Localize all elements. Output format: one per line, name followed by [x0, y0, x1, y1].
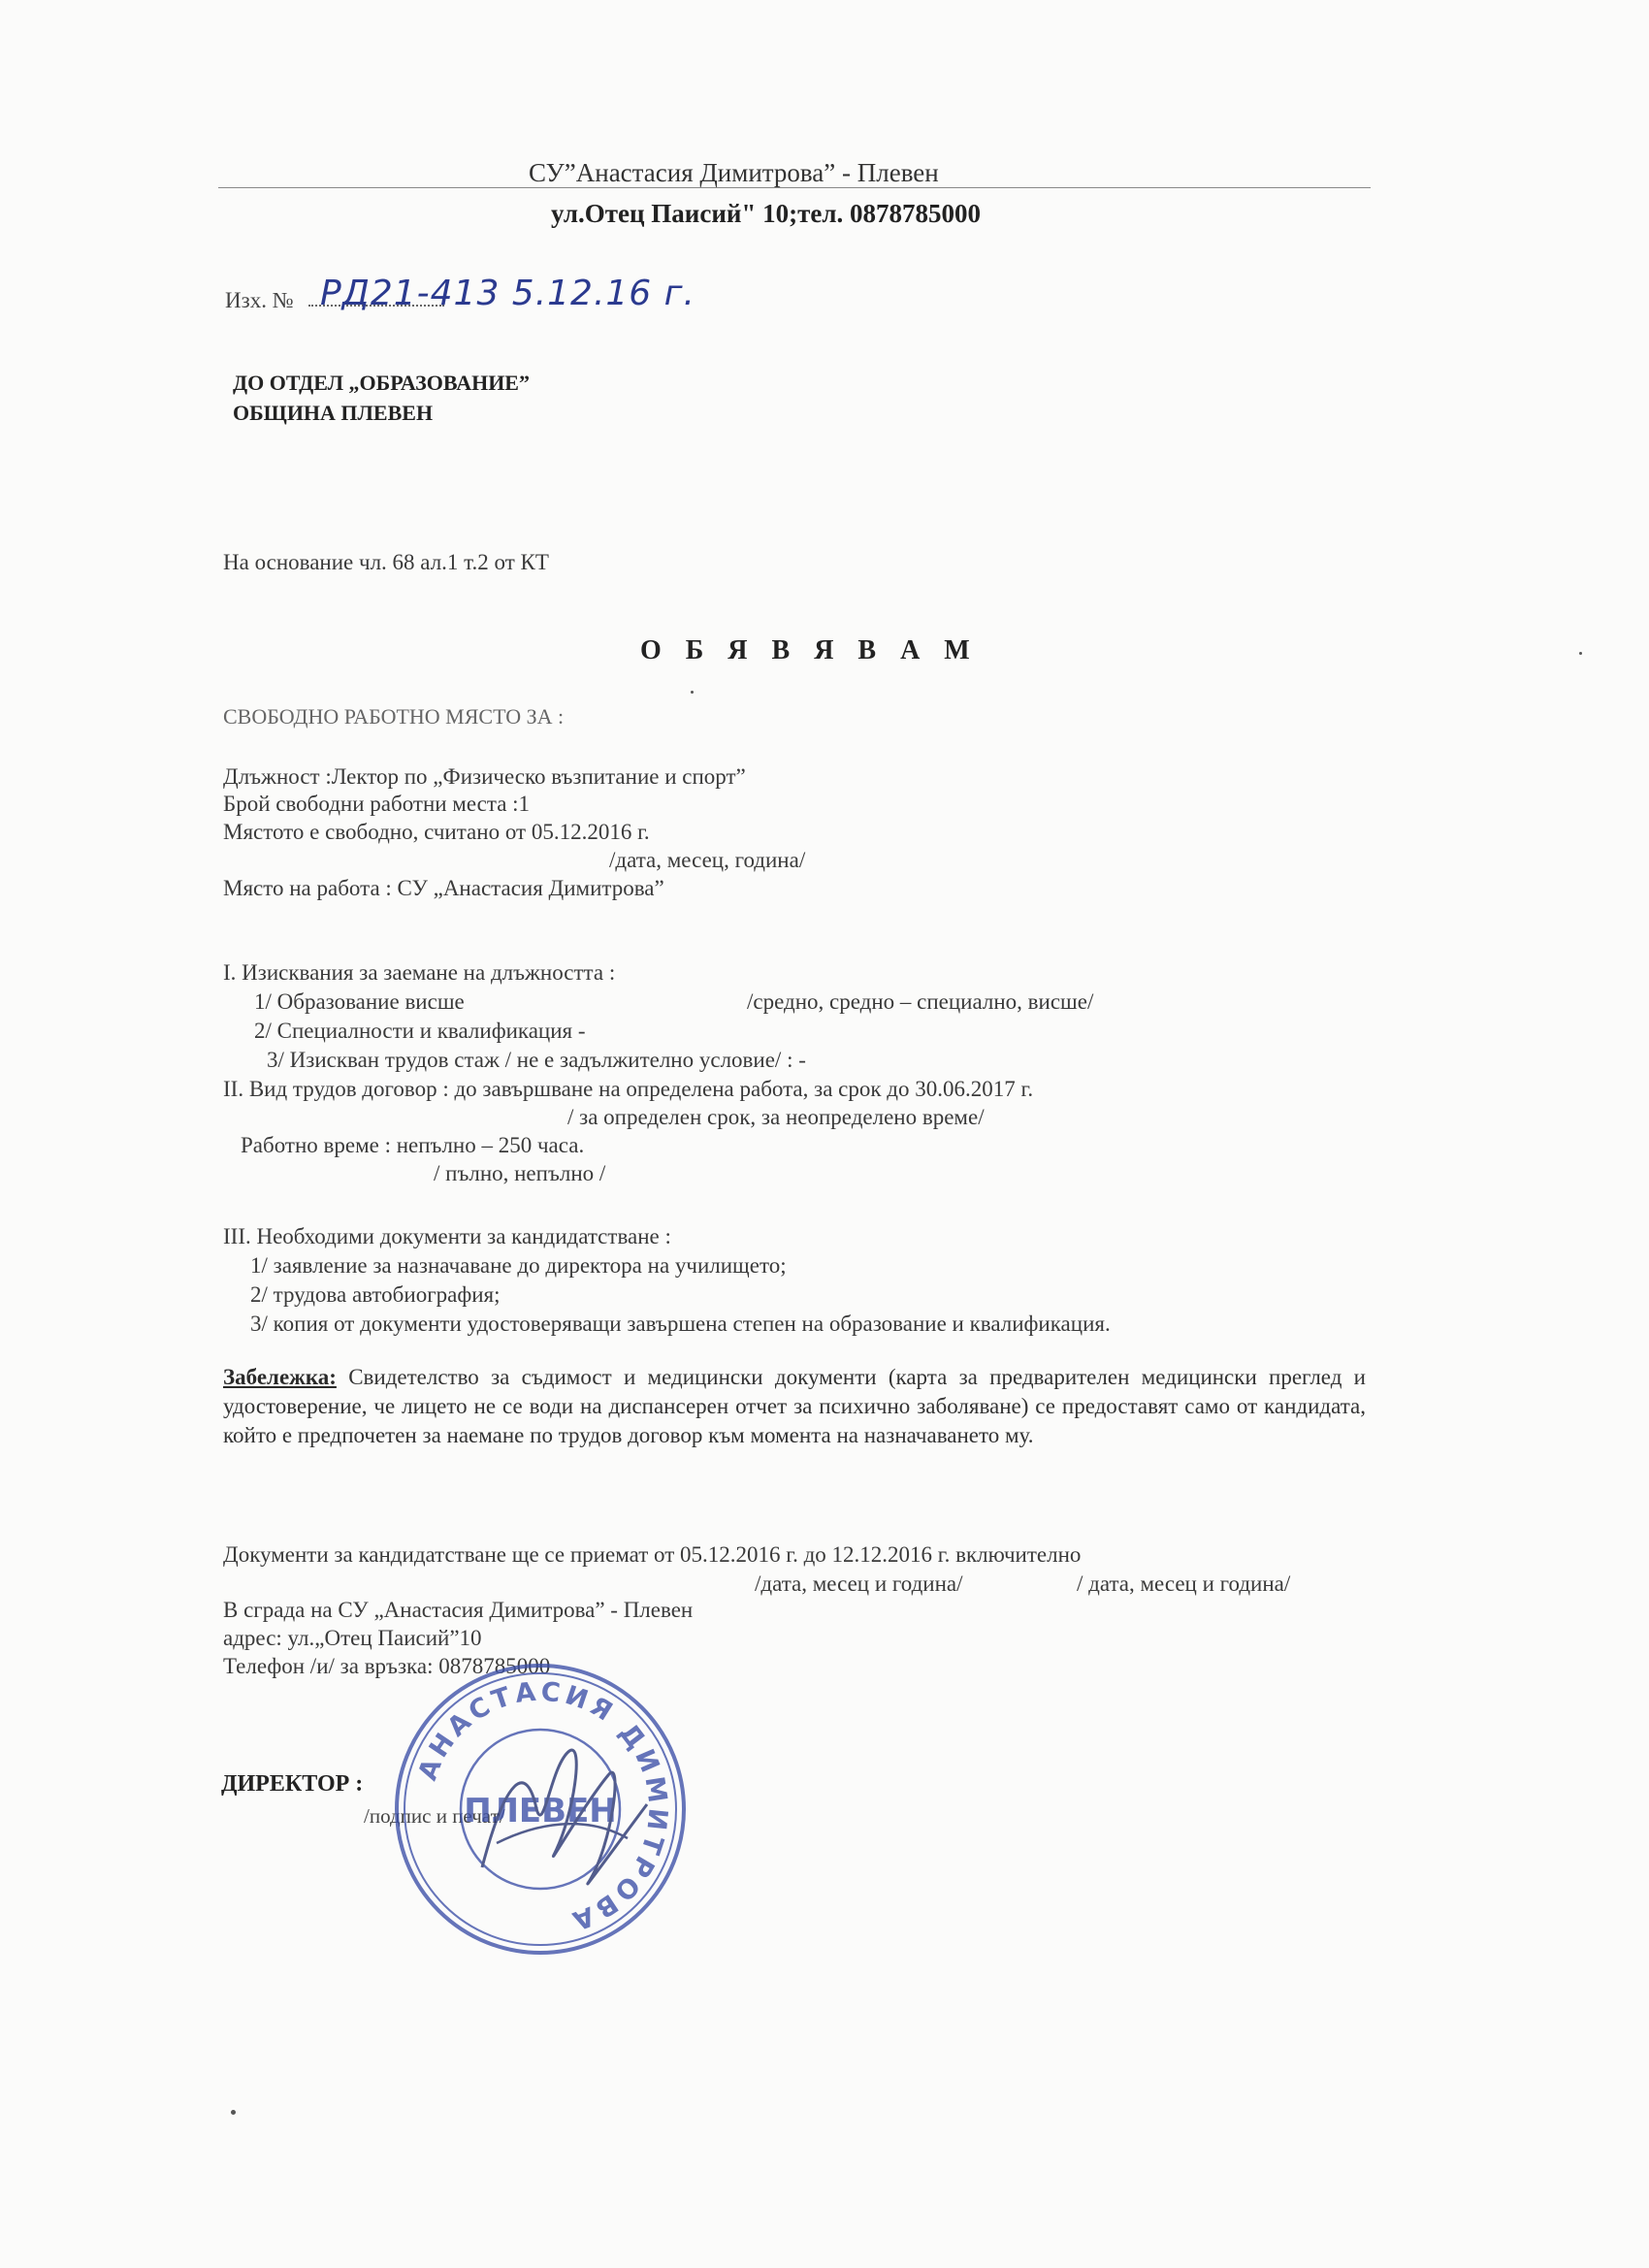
note-text: Свидетелство за съдимост и медицински документи (карта за предварителен медицински преглед и удостоверение, че лицето не се води на диспансерен отчет за психично заболяване) се предоставят само от кандидата, който е предпочетен за наемане по трудов договор към момента на назначаването му. — [223, 1365, 1366, 1447]
requirement-experience: 3/ Изискван трудов стаж / не е задължително условие/ : - — [267, 1048, 806, 1072]
stamp-ring-text: АНАСТАСИЯ ДИМИТРОВА — [412, 1676, 673, 1937]
documents-heading: III. Необходими документи за кандидатстване : — [223, 1224, 671, 1248]
scan-speck — [231, 2110, 236, 2115]
workplace: Място на работа : СУ „Анастасия Димитрова” — [223, 876, 664, 900]
director-label: ДИРЕКТОР : — [221, 1771, 364, 1797]
note-label: Забележка: — [223, 1365, 337, 1389]
recipient-municipality: ОБЩИНА ПЛЕВЕН — [233, 401, 434, 425]
submission-period: Документи за кандидатстване ще се приемат от 05.12.2016 г. до 12.12.2016 г. включително — [223, 1542, 1082, 1567]
submission-end-hint: / дата, месец и година/ — [1077, 1571, 1291, 1596]
school-stamp — [390, 1659, 691, 1960]
school-address: ул.Отец Паисий" 10;тел. 0878785000 — [551, 199, 982, 228]
contract-type-hint: / за определен срок, за неопределено време/ — [567, 1105, 985, 1129]
header-rule — [218, 187, 1371, 188]
recipient-department: ДО ОТДЕЛ „ОБРАЗОВАНИЕ” — [233, 371, 530, 395]
requirement-education: 1/ Образование висше — [254, 989, 465, 1014]
working-hours-hint: / пълно, непълно / — [434, 1161, 606, 1185]
requirement-specialties: 2/ Специалности и квалификация - — [254, 1019, 586, 1043]
submission-place: В сграда на СУ „Анастасия Димитрова” - Плевен — [223, 1598, 694, 1622]
scan-speck — [1579, 652, 1582, 655]
vacant-date-hint: /дата, месец, година/ — [609, 848, 806, 872]
outgoing-number-label: Изх. № — [225, 288, 294, 312]
position-title: Длъжност :Лектор по „Физическо възпитание и спорт” — [223, 764, 746, 789]
education-hint: /средно, средно – специално, висше/ — [747, 989, 1094, 1014]
requirements-heading: I. Изисквания за заемане на длъжността : — [223, 960, 616, 985]
document-item: 1/ заявление за назначаване до директора на училището; — [250, 1253, 787, 1278]
submission-phone: Телефон /и/ за връзка: 0878785000 — [223, 1654, 551, 1678]
signature-hint: /подпис и печат/ — [364, 1804, 505, 1828]
position-count: Брой свободни работни места :1 — [223, 792, 531, 816]
announcement-heading: О Б Я В Я В А М — [640, 635, 979, 665]
note-paragraph — [223, 1363, 1366, 1450]
working-hours: Работно време : непълно – 250 часа. — [241, 1133, 585, 1157]
stamp-center-text: ПЛЕВЕН — [464, 1792, 617, 1831]
submission-start-hint: /дата, месец и година/ — [755, 1571, 963, 1596]
legal-basis: На основание чл. 68 ал.1 т.2 от КТ — [223, 550, 549, 574]
document-item: 2/ трудова автобиография; — [250, 1282, 501, 1307]
document-item: 3/ копия от документи удостоверяващи завършена степен на образование и квалификация. — [250, 1312, 1111, 1336]
school-name: СУ”Анастасия Димитрова” - Плевен — [529, 158, 939, 187]
handwritten-reference: РД21-413 5.12.16 г. — [320, 274, 695, 313]
vacant-from: Мястото е свободно, считано от 05.12.2016 г. — [223, 820, 650, 844]
scan-speck — [691, 691, 694, 694]
free-position-label: СВОБОДНО РАБОТНО МЯСТО ЗА : — [223, 704, 565, 729]
contract-type: II. Вид трудов договор : до завършване на определена работа, за срок до 30.06.2017 г. — [223, 1077, 1034, 1101]
submission-address: адрес: ул.„Отец Паисий”10 — [223, 1626, 482, 1650]
